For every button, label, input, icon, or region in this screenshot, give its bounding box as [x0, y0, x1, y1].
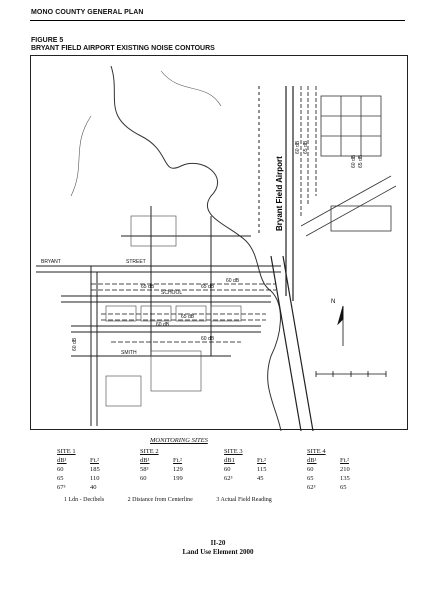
airport-label: Bryant Field Airport: [275, 156, 284, 231]
cell: 115: [257, 466, 267, 473]
contour-label: 65 dB: [303, 140, 309, 154]
monitoring-sites-title: MONITORING SITES: [150, 437, 208, 444]
contour-label: 65 dB: [181, 314, 195, 320]
contour-label: 60 dB: [351, 154, 357, 168]
col-db: dB1: [224, 457, 235, 464]
col-ft: Ft.²: [90, 457, 99, 464]
cell: 62³: [307, 484, 316, 491]
contour-label: 60 dB: [226, 278, 240, 284]
cell: 65: [340, 484, 347, 491]
contour-label: 60 dB: [201, 336, 215, 342]
header-rule: [30, 20, 405, 21]
col-db: dB¹: [140, 457, 150, 464]
noise-contour-map: [30, 55, 408, 430]
street-label: SCHOOL: [161, 290, 183, 296]
footnotes: [64, 497, 294, 503]
col-ft: Ft.²: [340, 457, 349, 464]
street-label: STREET: [126, 259, 146, 265]
col-db: dB¹: [307, 457, 317, 464]
contour-label: 60 dB: [295, 140, 301, 154]
map-drawing: [31, 56, 409, 431]
running-header: MONO COUNTY GENERAL PLAN: [31, 9, 144, 16]
site-table: [57, 447, 132, 492]
north-label: N: [331, 299, 336, 305]
cell: 60: [140, 475, 147, 482]
contour-label: 60 dB: [156, 322, 170, 328]
site-table: [307, 447, 382, 492]
footnote: 2 Distance from Centerline: [127, 497, 193, 503]
street-label: BRYANT: [41, 259, 61, 265]
cell: 65: [57, 475, 64, 482]
cell: 199: [173, 475, 183, 482]
footnote: 1 Ldn - Decibels: [64, 497, 105, 503]
site-title: SITE 4: [307, 448, 326, 455]
page-footer: Land Use Element 2000: [182, 548, 254, 556]
cell: 58³: [140, 466, 149, 473]
cell: 129: [173, 466, 183, 473]
cell: 210: [340, 466, 350, 473]
site-title: SITE 3: [224, 448, 243, 455]
cell: 45: [257, 475, 264, 482]
cell: 65: [307, 475, 314, 482]
col-db: dB¹: [57, 457, 67, 464]
page-number: II-20: [210, 539, 226, 547]
cell: 135: [340, 475, 350, 482]
contour-label: 65 dB: [141, 284, 155, 290]
figure-number: FIGURE 5: [31, 37, 64, 44]
cell: 185: [90, 466, 100, 473]
contour-label: 60 dB: [72, 337, 78, 351]
site-title: SITE 2: [140, 448, 159, 455]
cell: 40: [90, 484, 97, 491]
cell: 60: [57, 466, 64, 473]
col-ft: Ft.²: [257, 457, 266, 464]
cell: 110: [90, 475, 100, 482]
cell: 62³: [224, 475, 233, 482]
footnote: 3 Actual Field Reading: [216, 497, 272, 503]
street-label: SMITH: [121, 350, 137, 356]
cell: 67³: [57, 484, 66, 491]
contour-label: 65 dB: [201, 284, 215, 290]
contour-label: 65 dB: [358, 154, 364, 168]
site-table: [224, 447, 299, 483]
figure-title: BRYANT FIELD AIRPORT EXISTING NOISE CONTOURS: [31, 45, 215, 52]
cell: 60: [224, 466, 231, 473]
site-table: [140, 447, 215, 483]
site-title: SITE 1: [57, 448, 76, 455]
cell: 60: [307, 466, 314, 473]
col-ft: Ft.²: [173, 457, 182, 464]
